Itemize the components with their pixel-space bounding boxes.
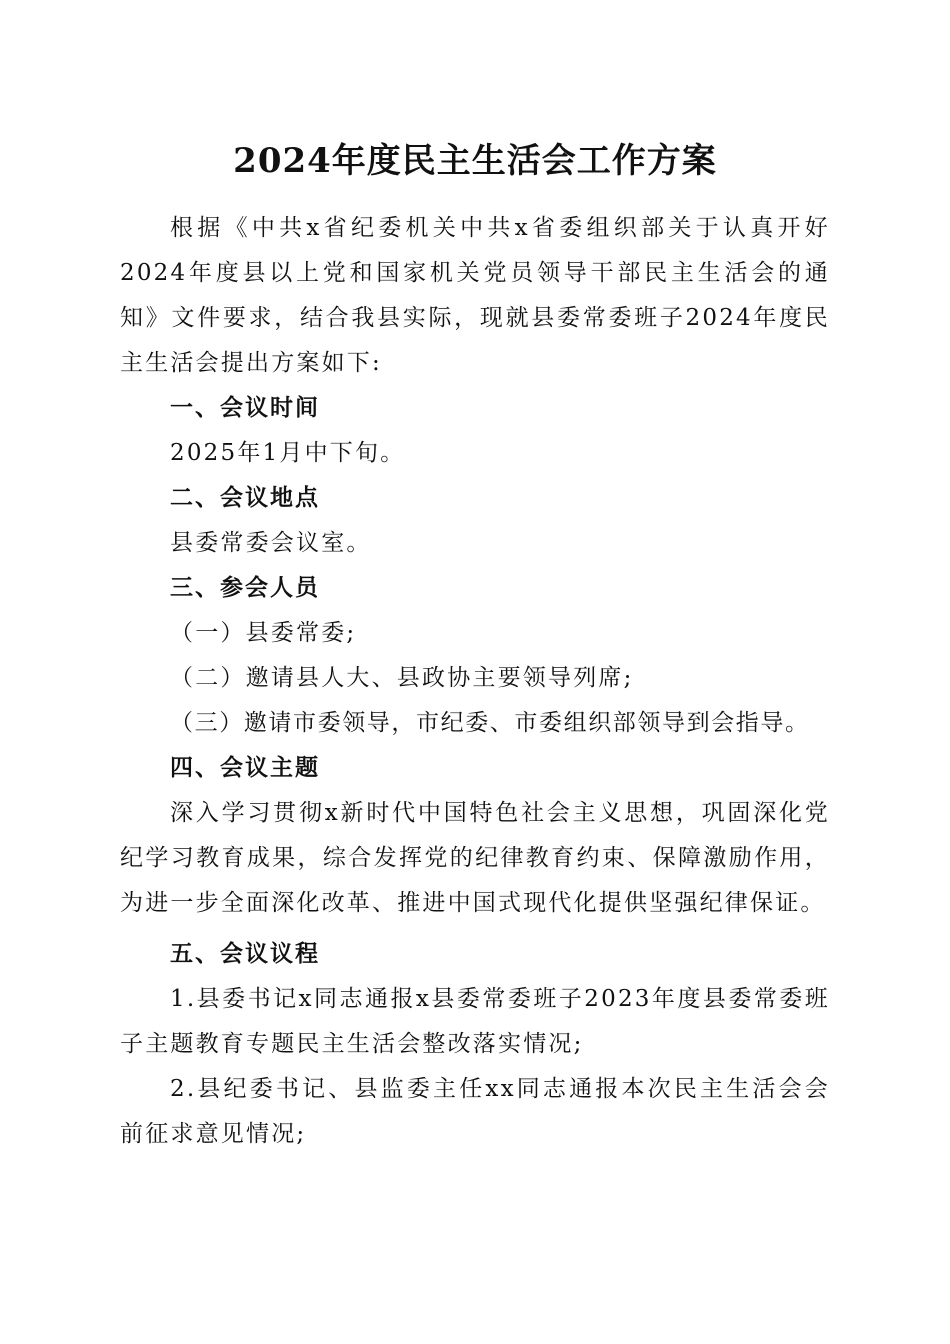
attendee-item: （一）县委常委; — [170, 620, 357, 646]
agenda-item: 2.县纪委书记、县监委主任xx同志通报本次民主生活会会前征求意见情况; — [120, 1076, 830, 1147]
section-content-time: 2025年1月中下旬。 — [170, 440, 406, 466]
section-heading-theme: 四、会议主题 — [170, 755, 320, 781]
section-content-location: 县委常委会议室。 — [170, 530, 372, 556]
document-title: 2024年度民主生活会工作方案 — [233, 141, 717, 181]
section-heading-attendees: 三、参会人员 — [170, 575, 320, 601]
agenda-item: 1.县委书记x同志通报x县委常委班子2023年度县委常委班子主题教育专题民主生活会整改落实情况; — [120, 986, 830, 1057]
intro-paragraph: 根据《中共x省纪委机关中共x省委组织部关于认真开好2024年度县以上党和国家机关党员领导干部民主生活会的通知》文件要求，结合我县实际，现就县委常委班子2024年度民主生活会提出方案如下: — [120, 215, 830, 376]
section-heading-agenda: 五、会议议程 — [170, 941, 320, 967]
section-heading-time: 一、会议时间 — [170, 395, 320, 421]
attendee-item: （二）邀请县人大、县政协主要领导列席; — [170, 665, 634, 691]
section-heading-location: 二、会议地点 — [170, 485, 320, 511]
attendee-item: （三）邀请市委领导，市纪委、市委组织部领导到会指导。 — [170, 710, 810, 736]
section-content-theme: 深入学习贯彻x新时代中国特色社会主义思想，巩固深化党纪学习教育成果，综合发挥党的纪律教育约束、保障激励作用，为进一步全面深化改革、推进中国式现代化提供坚强纪律保证。 — [120, 800, 830, 916]
